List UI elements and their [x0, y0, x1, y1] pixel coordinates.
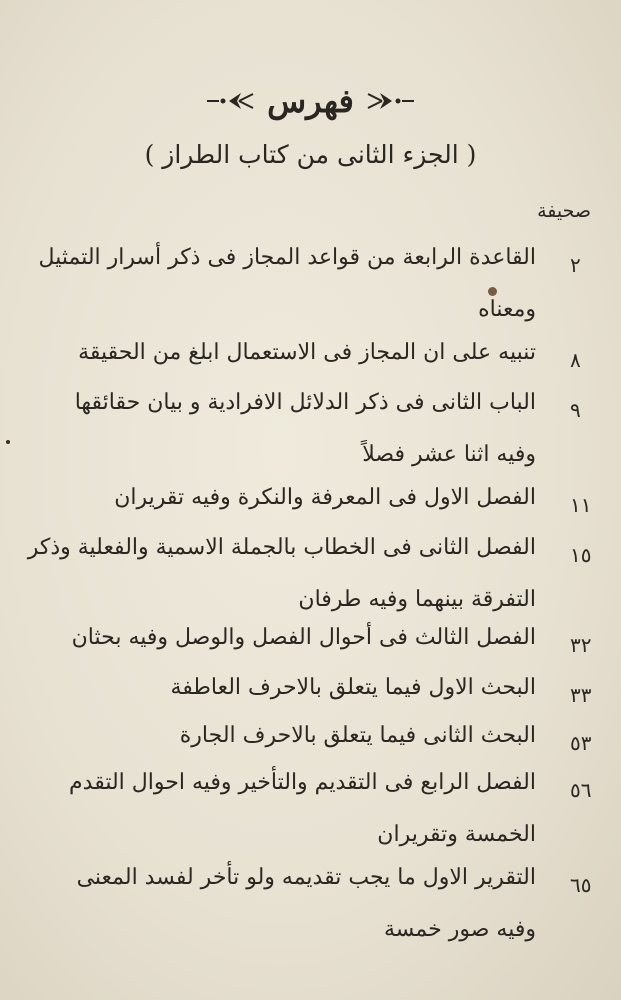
entry-text-line: وفيه صور خمسة	[384, 917, 536, 942]
entry-page-number: ٢	[570, 253, 581, 277]
entry-page-number: ٦٥	[570, 873, 592, 897]
entry-text-line: الفصل الثانى فى الخطاب بالجملة الاسمية والفعلية وذكر	[27, 535, 536, 560]
entry-page-number: ٣٢	[570, 633, 592, 657]
entry-page-number: ٨	[570, 348, 581, 372]
ink-spot	[488, 287, 497, 296]
right-ornament-icon	[364, 89, 416, 113]
page-column-label: صحيفة	[537, 200, 591, 222]
index-title: فهرس	[267, 82, 354, 120]
title-row	[0, 82, 621, 120]
entry-text-line: الباب الثانى فى ذكر الدلائل الافرادية و بيان حقائقها	[74, 390, 536, 415]
entry-page-number: ٩	[570, 398, 581, 422]
entry-text-line: البحث الاول فيما يتعلق بالاحرف العاطفة	[170, 675, 536, 700]
entry-text-line: الفصل الاول فى المعرفة والنكرة وفيه تقريران	[114, 485, 536, 510]
entry-text-line: تنبيه على ان المجاز فى الاستعمال ابلغ من الحقيقة	[78, 340, 536, 365]
entry-text-line: وفيه اثنا عشر فصلاً	[362, 442, 536, 467]
entry-text-line: التقرير الاول ما يجب تقديمه ولو تأخر لفسد المعنى	[76, 865, 536, 890]
index-subtitle: ( الجزء الثانى من كتاب الطراز )	[144, 140, 477, 169]
left-ornament-icon	[205, 89, 257, 113]
entry-text-line: الفصل الرابع فى التقديم والتأخير وفيه احوال التقدم	[69, 770, 536, 795]
entry-text-line: الفصل الثالث فى أحوال الفصل والوصل وفيه بحثان	[71, 625, 536, 650]
entry-page-number: ٥٦	[570, 778, 592, 802]
entry-page-number: ١٥	[570, 543, 592, 567]
entry-text-line: الخمسة وتقريران	[377, 822, 536, 847]
entry-text-line: التفرقة بينهما وفيه طرفان	[298, 587, 536, 612]
entry-text-line: ومعناه	[478, 297, 536, 322]
entry-text-line: البحث الثانى فيما يتعلق بالاحرف الجارة	[179, 723, 536, 748]
entry-page-number: ١١	[570, 493, 592, 517]
entry-text-line: القاعدة الرابعة من قواعد المجاز فى ذكر أسرار التمثيل	[38, 245, 536, 270]
entry-page-number: ٥٣	[570, 731, 592, 755]
entry-page-number: ٣٣	[570, 683, 592, 707]
margin-mark	[6, 440, 10, 444]
